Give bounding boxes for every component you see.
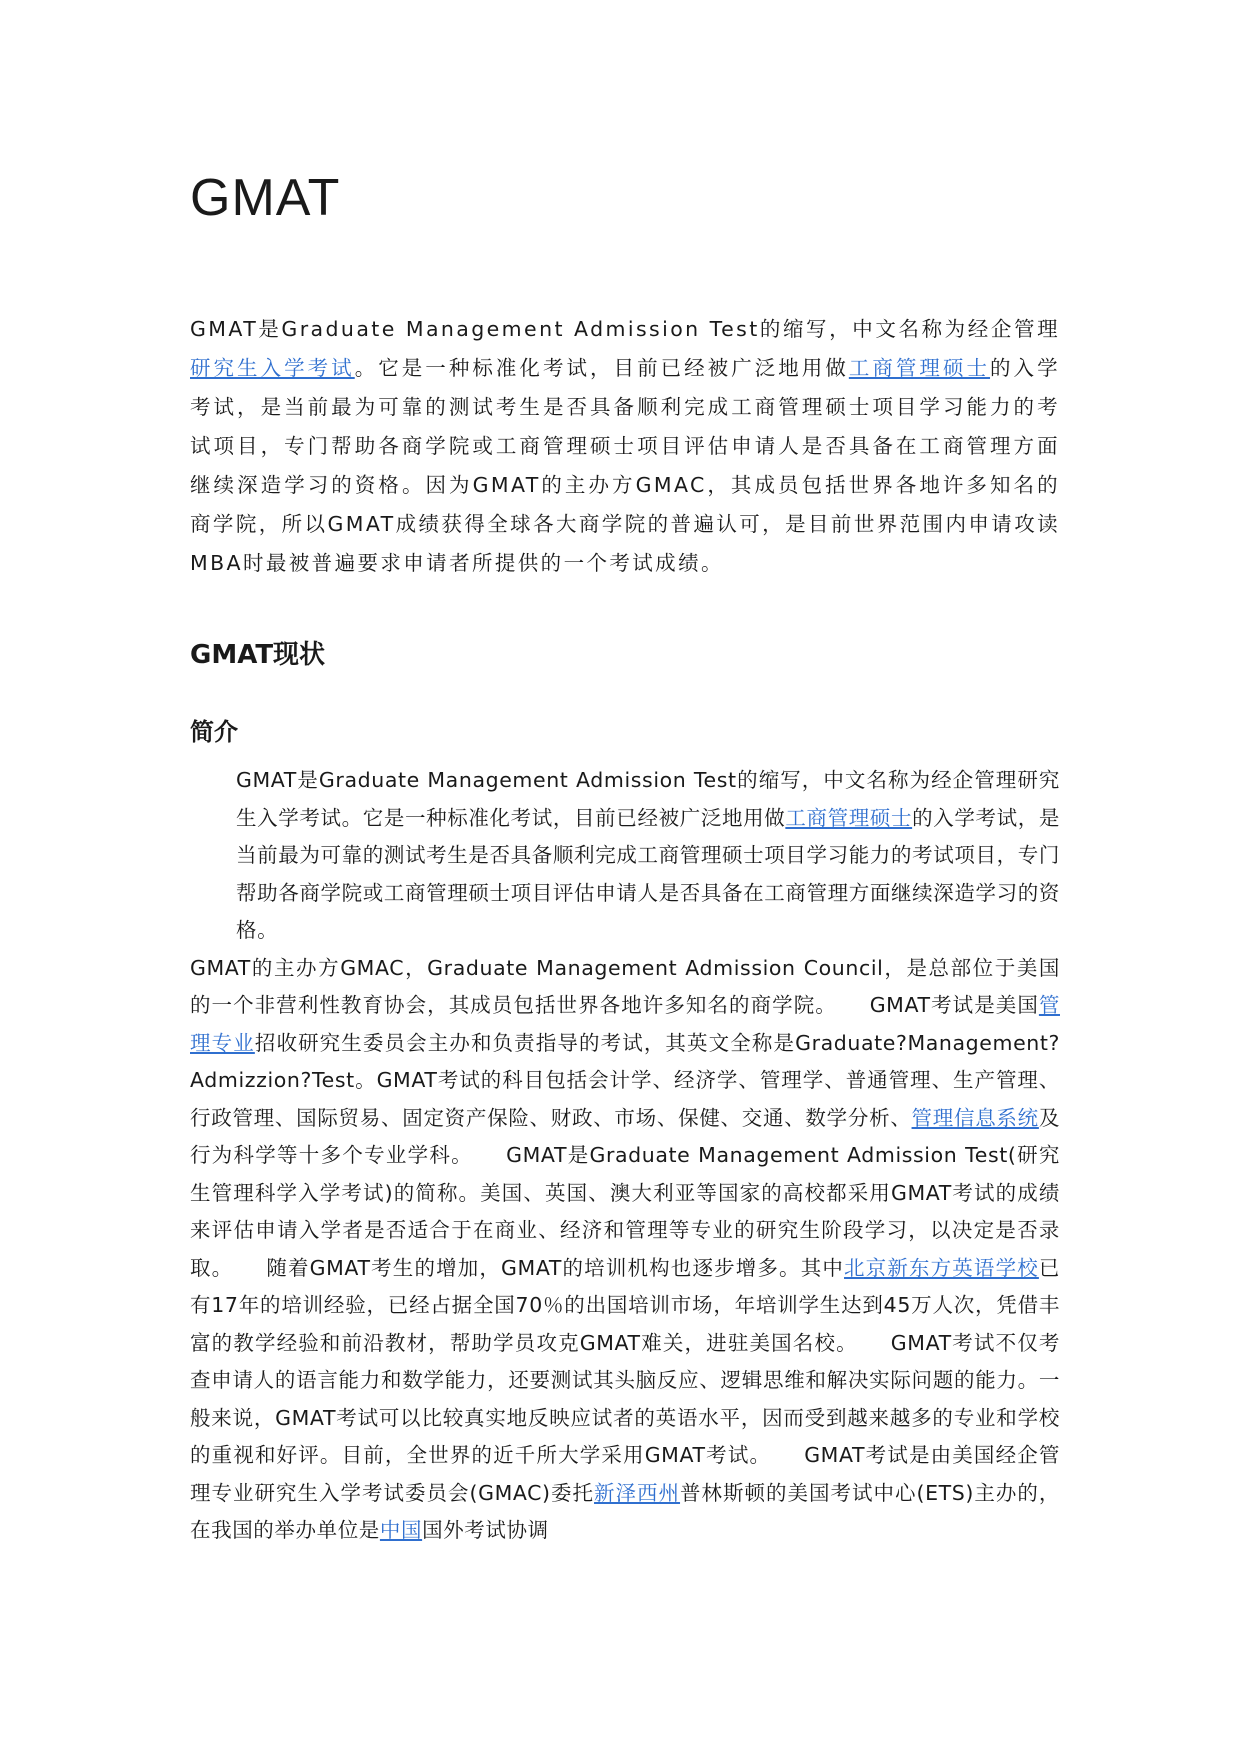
body-paragraph-1 [190,762,1060,950]
link-graduate-entrance-exam[interactable]: 研究生入学考试 [190,356,355,380]
body-text: GMAT是Graduate Management Admission Test的缩写，中文名称为经企管理研究生入学考试。它是一种标准化考试，目前已经被广泛地用做 [236,768,1060,830]
body-text: 普林斯顿的美国考试中心(ETS)主办的，在我国的举办单位是 [190,1480,1060,1542]
intro-text: 的入学考试，是当前最为可靠的测试考生是否具备顺利完成工商管理硕士项目学习能力的考试项目，专门帮助各商学院或工商管理硕士项目评估申请人是否具备在工商管理方面继续深造学习的资格。因为GMAT的主办方GMAC，其成员包括世界各地许多知名的商学院，所以GMAT成绩获得全球各大商学院的普遍认可，是目前世界范围内申请攻读MBA时最被普遍要求申请者所提供的一个考试成绩。 [190,356,1060,575]
body-paragraph-2 [190,950,1060,1550]
intro-paragraph [190,310,1060,583]
link-mba[interactable]: 工商管理硕士 [785,805,913,830]
body-text: 国外考试协调 [422,1518,549,1542]
body-text: 招收研究生委员会主办和负责指导的考试，其英文全称是Graduate?Management?Admizzion?Test。GMAT考试的科目包括会计学、经济学、管理学、普通管理、生产管理、行政管理、国际贸易、固定资产保险、财政、市场、保健、交通、数学分析、 [190,1030,1060,1130]
link-mba[interactable]: 工商管理硕士 [848,356,991,380]
intro-text: GMAT是Graduate Management Admission Test的缩写，中文名称为经企管理 [190,317,1060,341]
body-text: GMAT的主办方GMAC，Graduate Management Admission Council，是总部位于美国的一个非营利性教育协会，其成员包括世界各地许多知名的商学院。 GMAT考试是美国 [190,955,1060,1017]
intro-text: 。它是一种标准化考试，目前已经被广泛地用做 [354,356,849,380]
subsection-heading: 简介 [190,718,238,746]
body-text: 及行为科学等十多个专业学科。 GMAT是Graduate Management Admission Test(研究生管理科学入学考试)的简称。美国、英国、澳大利亚等国家的高校都采用GMAT考试的成绩来评估申请入学者是否适合于在商业、经济和管理等专业的研究生阶段学习，以决定是否录取。 随着GMAT考生的增加，GMAT的培训机构也逐步增多。其中 [190,1105,1060,1280]
body-paragraph [190,762,1060,1550]
section-heading: GMAT现状 [190,640,326,670]
link-mis[interactable]: 管理信息系统 [911,1105,1039,1130]
link-new-oriental[interactable]: 北京新东方英语学校 [844,1255,1039,1280]
page-title: GMAT [190,169,341,227]
link-china[interactable]: 中国 [379,1518,423,1542]
body-text: 的入学考试，是当前最为可靠的测试考生是否具备顺利完成工商管理硕士项目学习能力的考试项目，专门帮助各商学院或工商管理硕士项目评估申请人是否具备在工商管理方面继续深造学习的资格。 [236,805,1060,942]
body-text: 已有17年的培训经验，已经占据全国70％的出国培训市场，年培训学生达到45万人次，凭借丰富的教学经验和前沿教材，帮助学员攻克GMAT难关，进驻美国名校。 GMAT考试不仅考查申请人的语言能力和数学能力，还要测试其头脑反应、逻辑思维和解决实际问题的能力。一般来说，GMAT考试可以比较真实地反映应试者的英语水平，因而受到越来越多的专业和学校的重视和好评。目前，全世界的近千所大学采用GMAT考试。 GMAT考试是由美国经企管理专业研究生入学考试委员会(GMAC)委托 [190,1255,1060,1505]
link-new-jersey[interactable]: 新泽西州 [594,1480,681,1505]
link-management-major[interactable]: 管理专业 [190,993,1060,1055]
